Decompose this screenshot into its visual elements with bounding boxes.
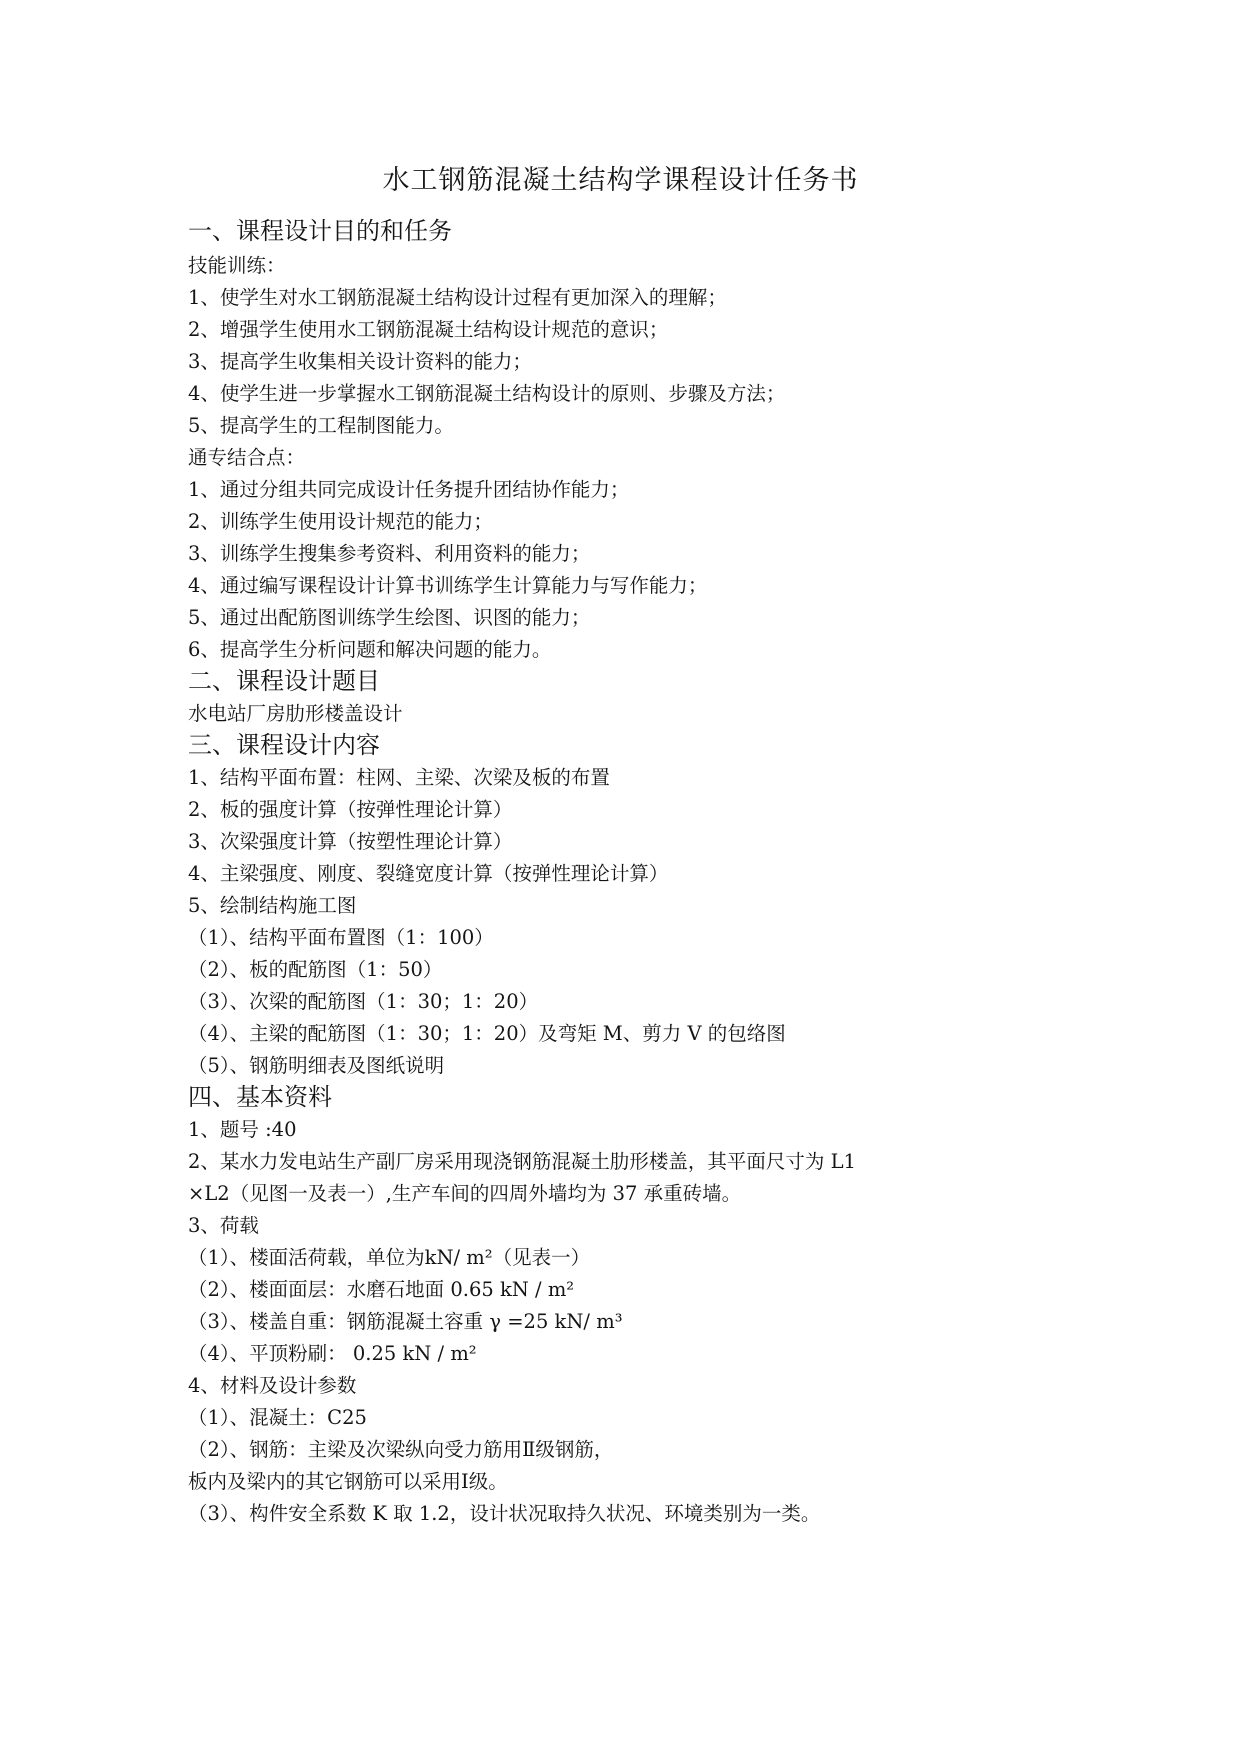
paragraph-line: ×L2（见图一及表一）,生产车间的四周外墙均为 37 承重砖墙。 bbox=[188, 1182, 742, 1205]
paragraph-line: （3）、构件安全系数 K 取 1.2，设计状况取持久状况、环境类别为一类。 bbox=[188, 1502, 821, 1525]
paragraph-line: 3、提高学生收集相关设计资料的能力； bbox=[188, 350, 532, 373]
paragraph-line: （1）、楼面活荷载，单位为kN/ m²（见表一） bbox=[188, 1246, 591, 1269]
section-heading-1: 一、课程设计目的和任务 bbox=[188, 217, 452, 245]
paragraph-line: 1、题号 :40 bbox=[188, 1118, 297, 1141]
subheading-integration-points: 通专结合点： bbox=[188, 446, 306, 469]
paragraph-line: 5、提高学生的工程制图能力。 bbox=[188, 414, 454, 437]
paragraph-line: 板内及梁内的其它钢筋可以采用Ⅰ级。 bbox=[188, 1470, 508, 1493]
paragraph-line: （3）、楼盖自重：钢筋混凝土容重 γ =25 kN/ m³ bbox=[188, 1310, 623, 1333]
paragraph-line: 5、通过出配筋图训练学生绘图、识图的能力； bbox=[188, 606, 591, 629]
subheading-skill-training: 技能训练： bbox=[188, 254, 286, 277]
paragraph-line: 1、通过分组共同完成设计任务提升团结协作能力； bbox=[188, 478, 630, 501]
section-heading-3: 三、课程设计内容 bbox=[188, 731, 380, 759]
paragraph-line: （4）、主梁的配筋图（1：30；1：20）及弯矩 M、剪力 V 的包络图 bbox=[188, 1022, 786, 1045]
paragraph-line: 4、材料及设计参数 bbox=[188, 1374, 357, 1397]
paragraph-line: 1、结构平面布置：柱网、主梁、次梁及板的布置 bbox=[188, 766, 610, 789]
paragraph-line: 6、提高学生分析问题和解决问题的能力。 bbox=[188, 638, 552, 661]
paragraph-line: （2）、板的配筋图（1：50） bbox=[188, 958, 443, 981]
paragraph-line: （1）、混凝土：C25 bbox=[188, 1406, 367, 1429]
paragraph-line: 3、荷载 bbox=[188, 1214, 259, 1237]
paragraph-line: 2、训练学生使用设计规范的能力； bbox=[188, 510, 493, 533]
paragraph-line: 5、绘制结构施工图 bbox=[188, 894, 357, 917]
paragraph-line: 4、使学生进一步掌握水工钢筋混凝土结构设计的原则、步骤及方法； bbox=[188, 382, 786, 405]
paragraph-line: （5）、钢筋明细表及图纸说明 bbox=[188, 1054, 445, 1077]
paragraph-line: （4）、平顶粉刷： 0.25 kN / m² bbox=[188, 1342, 477, 1365]
paragraph-line: 水电站厂房肋形楼盖设计 bbox=[188, 702, 403, 725]
paragraph-line: 3、次梁强度计算（按塑性理论计算） bbox=[188, 830, 513, 853]
section-heading-2: 二、课程设计题目 bbox=[188, 667, 380, 695]
paragraph-line: （1）、结构平面布置图（1：100） bbox=[188, 926, 494, 949]
paragraph-line: 2、板的强度计算（按弹性理论计算） bbox=[188, 798, 513, 821]
paragraph-line: 2、某水力发电站生产副厂房采用现浇钢筋混凝土肋形楼盖，其平面尺寸为 L1 bbox=[188, 1150, 856, 1173]
paragraph-line: 4、主梁强度、刚度、裂缝宽度计算（按弹性理论计算） bbox=[188, 862, 669, 885]
document-title: 水工钢筋混凝土结构学课程设计任务书 bbox=[382, 165, 859, 196]
paragraph-line: （2）、钢筋：主梁及次梁纵向受力筋用Ⅱ级钢筋， bbox=[188, 1438, 614, 1461]
paragraph-line: （3）、次梁的配筋图（1：30；1：20） bbox=[188, 990, 539, 1013]
paragraph-line: （2）、楼面面层：水磨石地面 0.65 kN / m² bbox=[188, 1278, 575, 1301]
paragraph-line: 4、通过编写课程设计计算书训练学生计算能力与写作能力； bbox=[188, 574, 708, 597]
paragraph-line: 3、训练学生搜集参考资料、利用资料的能力； bbox=[188, 542, 591, 565]
paragraph-line: 2、增强学生使用水工钢筋混凝土结构设计规范的意识； bbox=[188, 318, 669, 341]
section-heading-4: 四、基本资料 bbox=[188, 1083, 332, 1111]
paragraph-line: 1、使学生对水工钢筋混凝土结构设计过程有更加深入的理解； bbox=[188, 286, 727, 309]
